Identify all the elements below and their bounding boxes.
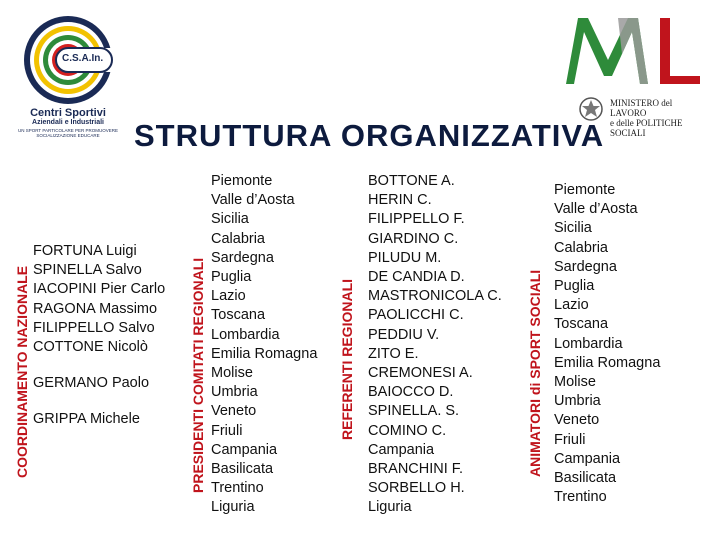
list-item: PAOLICCHI C. xyxy=(368,307,464,324)
list-item: Umbria xyxy=(554,393,601,410)
coordinamento-list xyxy=(33,242,165,447)
list-item: CREMONESI A. xyxy=(368,365,473,382)
ministero-line2: e delle POLITICHE SOCIALI xyxy=(610,118,683,138)
list-item: Lombardia xyxy=(554,335,623,352)
list-item: Friuli xyxy=(554,431,586,448)
list-item: Basilicata xyxy=(211,461,274,478)
ml-monogram-icon xyxy=(560,12,710,92)
list-item: Sicilia xyxy=(554,220,592,237)
list-item: Puglia xyxy=(554,278,595,295)
ministero-text xyxy=(610,98,710,138)
list-item: Umbria xyxy=(211,384,258,401)
animatori-list xyxy=(554,181,660,507)
list-item: Molise xyxy=(554,374,596,391)
list-item: IACOPINI Pier Carlo xyxy=(33,281,166,298)
coordinamento-group-1 xyxy=(33,242,165,357)
list-item: SORBELLO H. xyxy=(368,480,465,497)
list-item: Friuli xyxy=(211,422,243,439)
csain-emblem xyxy=(22,14,114,106)
list-item: Lazio xyxy=(554,297,589,314)
list-item: Piemonte xyxy=(211,173,273,189)
list-item: Emilia Romagna xyxy=(554,354,661,371)
list-item: Veneto xyxy=(554,412,600,429)
ministero-logo xyxy=(560,12,710,138)
list-item: GRIPPA Michele xyxy=(33,411,140,428)
list-item: GIARDINO C. xyxy=(368,230,459,247)
coordinamento-group-2 xyxy=(33,374,165,393)
list-item: Valle d’Aosta xyxy=(554,201,638,218)
label-coordinamento: COORDINAMENTO NAZIONALE xyxy=(14,265,30,478)
list-item: Lazio xyxy=(211,288,246,305)
ministero-line1: MINISTERO del LAVORO xyxy=(610,98,673,118)
csain-name: C.S.A.In. xyxy=(62,53,104,64)
list-item: Emilia Romagna xyxy=(211,345,318,362)
list-item: Sicilia xyxy=(211,211,249,228)
list-item: SPINELLA Salvo xyxy=(33,262,142,279)
list-item: Liguria xyxy=(368,499,412,516)
csain-title: Centri Sportivi xyxy=(30,107,106,119)
list-item: Calabria xyxy=(211,230,265,247)
list-item: DE CANDIA D. xyxy=(368,269,465,286)
list-item: Valle d’Aosta xyxy=(211,192,295,209)
list-item: Lombardia xyxy=(211,326,280,343)
list-item: Piemonte xyxy=(554,182,616,198)
list-item: COMINO C. xyxy=(368,422,447,439)
label-presidenti: PRESIDENTI COMITATI REGIONALI xyxy=(190,257,206,493)
list-item: Sardegna xyxy=(554,258,617,275)
list-item: BAIOCCO D. xyxy=(368,384,454,401)
list-item: Trentino xyxy=(211,480,264,497)
list-item: RAGONA Massimo xyxy=(33,300,158,317)
presidenti-list xyxy=(211,172,317,518)
csain-tagline: UN SPORT PARTICOLARE PER PROMUOVERE SOCIALIZZAZIONE EDUCARE xyxy=(18,128,118,138)
list-item: ZITO E. xyxy=(368,345,419,362)
list-item: Sardegna xyxy=(211,249,274,266)
list-item: HERIN C. xyxy=(368,192,432,209)
list-item: Trentino xyxy=(554,489,607,506)
list-item: Basilicata xyxy=(554,470,617,487)
csain-subtitle: Aziendali e Industriali xyxy=(32,119,104,126)
list-item: Calabria xyxy=(554,239,608,256)
list-item: Toscana xyxy=(554,316,609,333)
coordinamento-group-3 xyxy=(33,410,165,429)
list-item: FORTUNA Luigi xyxy=(33,243,137,259)
csain-brand xyxy=(12,108,124,138)
page-title: STRUTTURA ORGANIZZATIVA xyxy=(134,118,605,153)
list-item: FILIPPELLO Salvo xyxy=(33,319,155,336)
label-referenti: REFERENTI REGIONALI xyxy=(339,278,355,440)
list-item: Molise xyxy=(211,365,253,382)
list-item: Campania xyxy=(211,441,278,458)
list-item: Puglia xyxy=(211,269,252,286)
list-item: PILUDU M. xyxy=(368,249,442,266)
list-item: FILIPPELLO F. xyxy=(368,211,465,228)
list-item: Campania xyxy=(368,441,435,458)
list-item: BOTTONE A. xyxy=(368,173,455,189)
list-item: MASTRONICOLA C. xyxy=(368,288,502,305)
list-item: Veneto xyxy=(211,403,257,420)
list-item: PEDDIU V. xyxy=(368,326,440,343)
csain-logo xyxy=(12,10,124,145)
list-item: Campania xyxy=(554,450,621,467)
list-item: Liguria xyxy=(211,499,255,516)
list-item: COTTONE Nicolò xyxy=(33,339,148,356)
referenti-list xyxy=(368,172,502,518)
label-animatori: ANIMATORI di SPORT SOCIALI xyxy=(527,269,543,477)
list-item: Toscana xyxy=(211,307,266,324)
list-item: BRANCHINI F. xyxy=(368,461,464,478)
list-item: GERMANO Paolo xyxy=(33,375,150,392)
list-item: SPINELLA. S. xyxy=(368,403,460,420)
